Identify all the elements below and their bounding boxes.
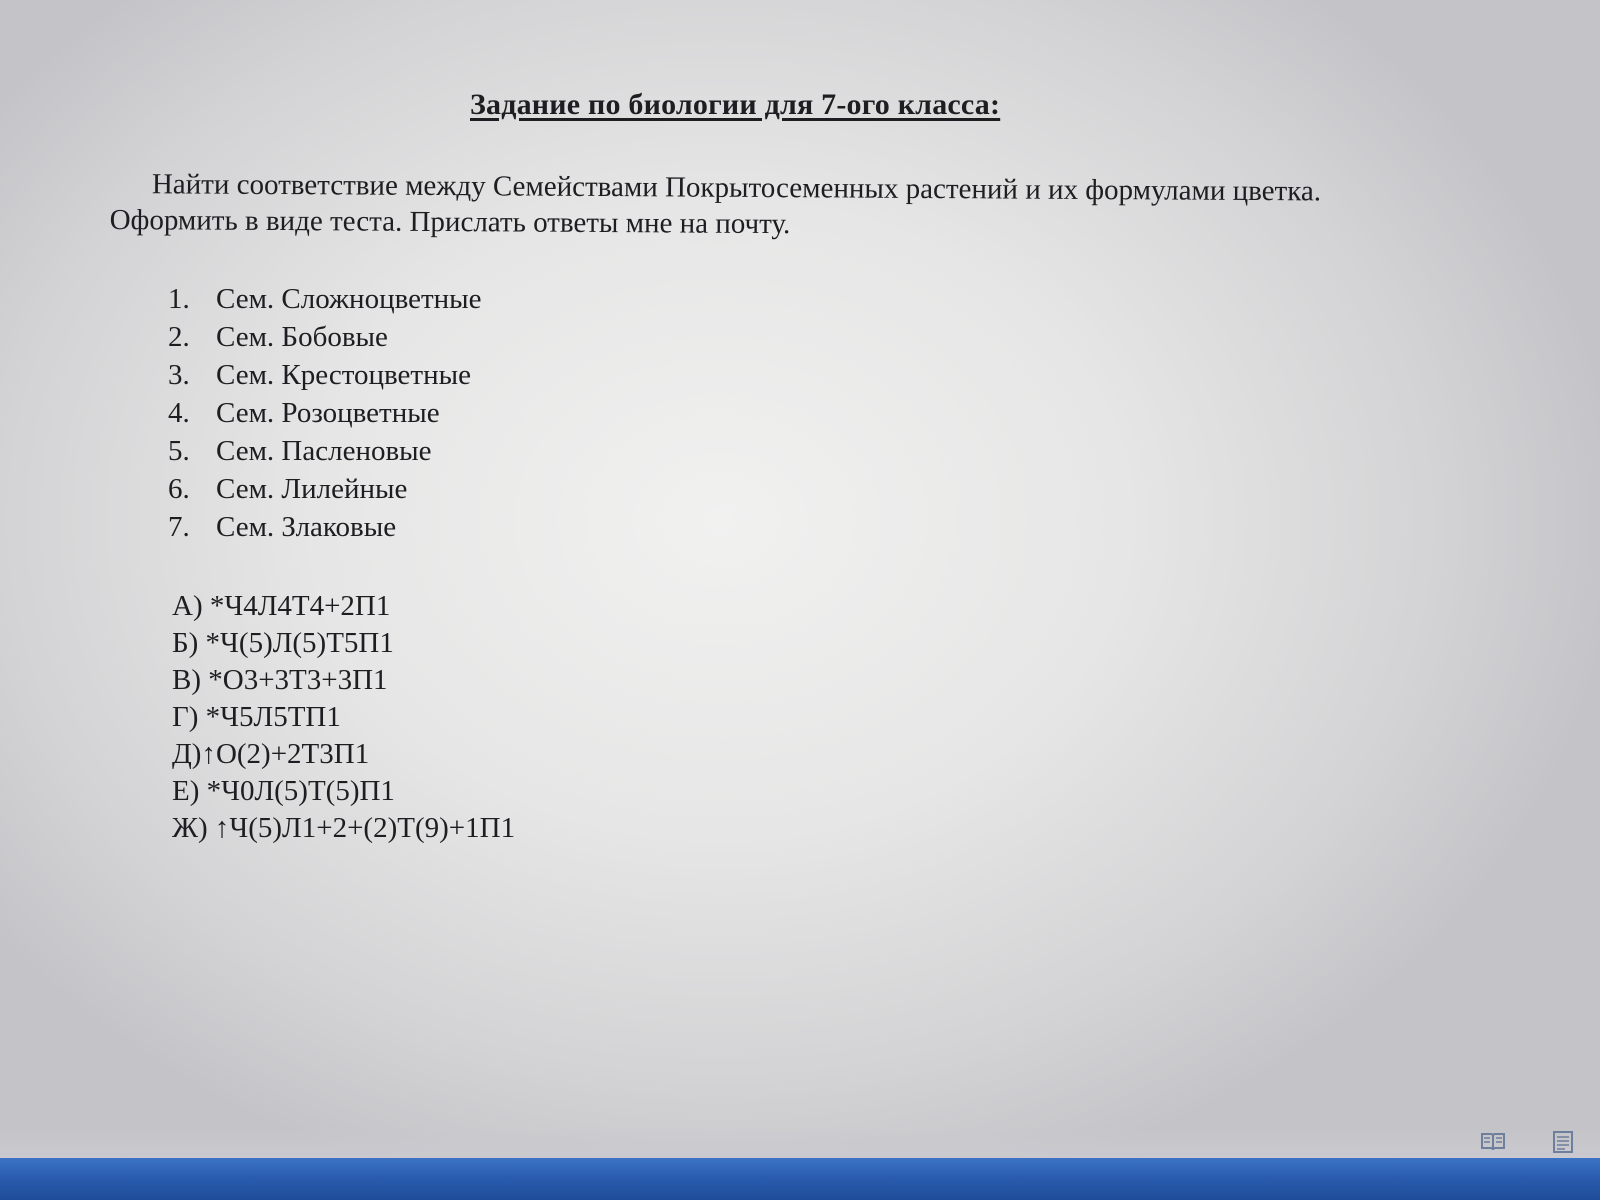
document-heading: Задание по биологии для 7-ого класса:: [470, 88, 1001, 121]
family-item: [168, 280, 482, 318]
formula-item: Д)↑О(2)+2Т3П1: [172, 738, 370, 770]
family-item: [168, 470, 482, 508]
families-list: [168, 280, 482, 546]
read-mode-icon-glyph: [1480, 1131, 1506, 1153]
formulas-list: [172, 588, 515, 847]
print-layout-icon[interactable]: [1548, 1130, 1578, 1154]
formula-item: Б) *Ч(5)Л(5)Т5П1: [172, 627, 394, 659]
family-label: Сем. Лилейные: [216, 473, 408, 505]
read-mode-icon[interactable]: [1478, 1130, 1508, 1154]
family-label: Сем. Сложноцветные: [216, 283, 482, 315]
family-label: Сем. Розоцветные: [216, 397, 440, 429]
taskbar: [0, 1158, 1600, 1200]
family-label: Сем. Крестоцветные: [216, 359, 471, 391]
family-label: Сем. Бобовые: [216, 321, 388, 353]
family-item: [168, 318, 482, 356]
family-label: Сем. Злаковые: [216, 511, 397, 543]
family-item: [168, 508, 482, 546]
family-item: [168, 356, 482, 394]
family-number: 4.: [168, 397, 190, 429]
status-bar: [0, 1128, 1600, 1158]
instructions-text: Найти соответствие между Семействами Покрытосеменных растений и их формулами цветка. Оформить в виде теста. Прислать ответы мне на почту.: [109, 168, 1322, 241]
family-number: 3.: [168, 359, 190, 391]
formula-item: В) *О3+3Т3+3П1: [172, 664, 388, 696]
instructions-paragraph: [110, 166, 1370, 246]
family-number: 1.: [168, 283, 190, 315]
family-item: [168, 432, 482, 470]
formula-item: Г) *Ч5Л5ТП1: [172, 701, 341, 733]
family-number: 7.: [168, 511, 190, 543]
family-number: 5.: [168, 435, 190, 467]
formula-item: Е) *Ч0Л(5)Т(5)П1: [172, 775, 395, 807]
family-item: [168, 394, 482, 432]
formula-item: Ж) ↑Ч(5)Л1+2+(2)Т(9)+1П1: [172, 812, 516, 844]
formula-item: А) *Ч4Л4Т4+2П1: [172, 590, 391, 622]
family-label: Сем. Пасленовые: [216, 435, 432, 467]
print-layout-icon-glyph: [1550, 1131, 1576, 1153]
family-number: 2.: [168, 321, 190, 353]
family-number: 6.: [168, 473, 190, 505]
